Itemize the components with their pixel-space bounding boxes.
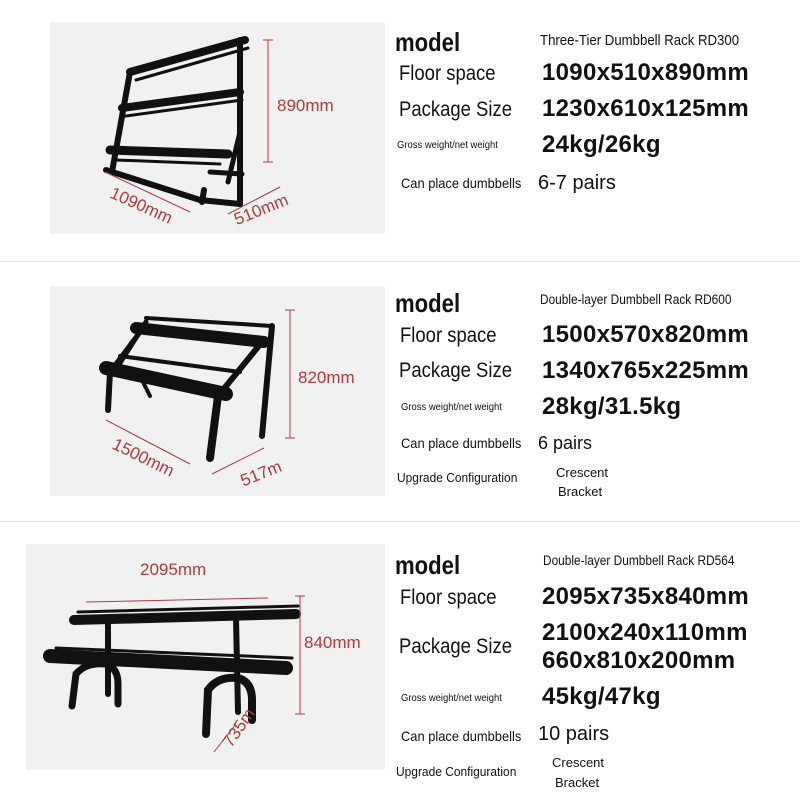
model-name: Double-layer Dumbbell Rack RD600 [540,292,732,307]
upgrade-label: Upgrade Configuration [397,470,518,485]
package-size-label: Package Size [399,98,513,121]
model-name: Double-layer Dumbbell Rack RD564 [543,553,735,568]
weight-label: Gross weight/net weight [401,401,502,413]
length-dimension: 2095mm [140,560,207,579]
weight-value: 24kg/26kg [542,131,661,158]
model-name: Three-Tier Dumbbell Rack RD300 [540,32,740,49]
floor-space-label: Floor space [400,586,497,609]
product-section-rd300 [0,0,800,260]
floor-space-value: 2095x735x840mm [542,583,750,610]
product-image-rd300 [50,22,385,234]
package-size-value: 1340x765x225mm [542,357,750,384]
can-place-value: 10 pairs [538,723,610,745]
weight-label: Gross weight/net weight [401,692,502,704]
depth-dimension: 517m [237,456,285,491]
weight-value: 28kg/31.5kg [542,393,682,420]
height-dimension: 820mm [298,368,355,387]
weight-label: Gross weight/net weight [397,139,498,151]
depth-dimension: 510mm [231,190,291,229]
product-section-rd600 [0,262,800,520]
height-dimension: 840mm [304,633,361,652]
package-size-label: Package Size [399,359,513,382]
upgrade-value-line1: Crescent [556,465,609,480]
upgrade-label: Upgrade Configuration [396,764,517,779]
upgrade-value-line2: Bracket [558,484,603,499]
depth-dimension: 735m [218,704,259,751]
length-dimension: 1090mm [107,183,176,228]
floor-space-value: 1090x510x890mm [542,59,750,86]
can-place-value: 6-7 pairs [538,172,616,194]
height-dimension: 890mm [277,96,334,115]
upgrade-value-line1: Crescent [552,755,605,770]
can-place-value: 6 pairs [538,433,593,453]
package-size-label: Package Size [399,635,513,658]
three-tier-rack-drawing [50,22,385,234]
product-image-rd600 [50,286,385,496]
can-place-label: Can place dumbbells [401,435,522,451]
can-place-label: Can place dumbbells [401,175,522,191]
package-size-value: 1230x610x125mm [542,95,750,122]
weight-value: 45kg/47kg [542,683,661,710]
package-size-value-line1: 2100x240x110mm [542,619,748,646]
product-section-rd564 [0,522,800,800]
length-dimension: 1500mm [109,434,178,481]
double-layer-rack-drawing [50,286,385,496]
floor-space-label: Floor space [400,324,497,347]
model-label: model [395,550,461,580]
can-place-label: Can place dumbbells [401,728,522,744]
upgrade-value-line2: Bracket [555,775,600,790]
floor-space-value: 1500x570x820mm [542,321,750,348]
model-label: model [395,288,461,318]
package-size-value-line2: 660x810x200mm [542,647,736,674]
floor-space-label: Floor space [399,62,496,85]
model-label: model [395,27,461,57]
